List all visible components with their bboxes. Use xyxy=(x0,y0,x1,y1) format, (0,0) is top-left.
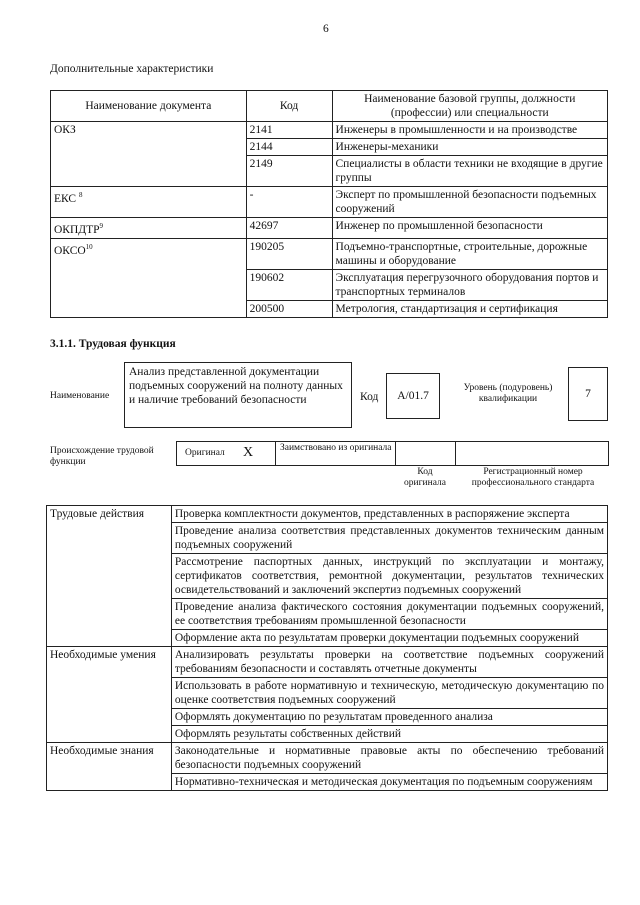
code-cell: 2141 xyxy=(246,122,332,139)
group-name-cell: Инженер по промышленной безопасности xyxy=(332,218,607,239)
skill-item: Оформлять документацию по результатам проведенного анализа xyxy=(171,709,607,726)
group-name-cell: Инженеры в промышленности и на производстве xyxy=(332,122,607,139)
group-name-cell: Подъемно-транспортные, строительные, дорожные машины и оборудование xyxy=(332,238,607,269)
header-document-name: Наименование документа xyxy=(51,91,247,122)
duties-table xyxy=(46,505,608,791)
labor-action-item: Проверка комплектности документов, представленных в распоряжение эксперта xyxy=(171,506,607,523)
code-cell: 200500 xyxy=(246,300,332,317)
labor-action-item: Рассмотрение паспортных данных, инструкций по эксплуатации и монтажу, сертификатов соответствия, ремонтной документации, результатов технических освидетельствований и заключений экспертиз подъемных сооружений xyxy=(171,554,607,599)
doc-okpdtr: ОКПДТР$^9$ xyxy=(51,218,247,239)
header-group-name: Наименование базовой группы, должности (профессии) или специальности xyxy=(332,91,607,122)
page-number: 6 xyxy=(323,23,329,35)
knowledge-item: Законодательные и нормативные правовые акты по обеспечению требований безопасности подъемных сооружений xyxy=(171,743,607,774)
function-name-box xyxy=(124,362,352,428)
divider xyxy=(275,441,276,466)
labor-actions-label: Трудовые действия xyxy=(47,506,172,647)
knowledge-item: Нормативно-техническая и методическая документация по подъемным сооружениям xyxy=(171,774,607,791)
original-label: Оригинал xyxy=(185,448,225,458)
level-label: Уровень (подуровень) квалификации xyxy=(463,383,553,404)
borrowed-label: Заимствовано из оригинала xyxy=(280,443,392,453)
divider xyxy=(395,441,396,466)
code-value-box xyxy=(386,373,440,419)
group-name-cell: Специалисты в области техники не входящие в другие группы xyxy=(332,156,607,187)
group-name-cell: Метрология, стандартизация и сертификация xyxy=(332,300,607,317)
code-label: Код xyxy=(360,391,379,403)
name-label: Наименование xyxy=(50,391,110,401)
original-mark: X xyxy=(243,445,254,460)
code-cell: 2144 xyxy=(246,139,332,156)
code-cell: 2149 xyxy=(246,156,332,187)
labor-action-item: Проведение анализа фактического состояния документации подъемных сооружений, ее соответствия требованиям промышленной безопасности xyxy=(171,599,607,630)
code-cell: 190205 xyxy=(246,238,332,269)
code-cell: 190602 xyxy=(246,269,332,300)
code-cell: - xyxy=(246,187,332,218)
group-name-cell: Инженеры-механики xyxy=(332,139,607,156)
additional-characteristics-title: Дополнительные характеристики xyxy=(50,63,214,75)
origin-label: Происхождение трудовой функции xyxy=(50,446,154,467)
registration-number-caption: Регистрационный номер профессионального стандарта xyxy=(471,467,595,488)
level-value-box xyxy=(568,367,608,421)
labor-action-item: Оформление акта по результатам проверки документации подъемных сооружений xyxy=(171,630,607,647)
original-code-caption: Код оригинала xyxy=(404,467,446,488)
section-title: 3.1.1. Трудовая функция xyxy=(50,338,176,350)
header-code: Код xyxy=(246,91,332,122)
skill-item: Оформлять результаты собственных действий xyxy=(171,726,607,743)
characteristics-table xyxy=(50,90,608,318)
divider xyxy=(455,441,456,466)
doc-okz: ОКЗ xyxy=(51,122,247,187)
function-code-value: А/01.7 xyxy=(397,390,429,402)
doc-okso: ОКСО$^{10}$ xyxy=(51,238,247,317)
qualification-level-value: 7 xyxy=(585,388,591,400)
skill-item: Анализировать результаты проверки на соответствие подъемных сооружений требованиям безопасности и составлять отчетные документы xyxy=(171,647,607,678)
function-name-value: Анализ представленной документации подъемных сооружений на полноту данных и наличие требований безопасности xyxy=(129,366,343,406)
required-knowledge-label: Необходимые знания xyxy=(47,743,172,791)
origin-row-box xyxy=(176,441,609,466)
required-skills-label: Необходимые умения xyxy=(47,647,172,743)
group-name-cell: Эксплуатация перегрузочного оборудования портов и транспортных терминалов xyxy=(332,269,607,300)
labor-action-item: Проведение анализа соответствия представленных документов техническим данным подъемных сооружений xyxy=(171,523,607,554)
group-name-cell: Эксперт по промышленной безопасности подъемных сооружений xyxy=(332,187,607,218)
skill-item: Использовать в работе нормативную и техническую, методическую документацию по оценке соответствия подъемных сооружений xyxy=(171,678,607,709)
code-cell: 42697 xyxy=(246,218,332,239)
doc-eks: ЕКС $^8$ xyxy=(51,187,247,218)
